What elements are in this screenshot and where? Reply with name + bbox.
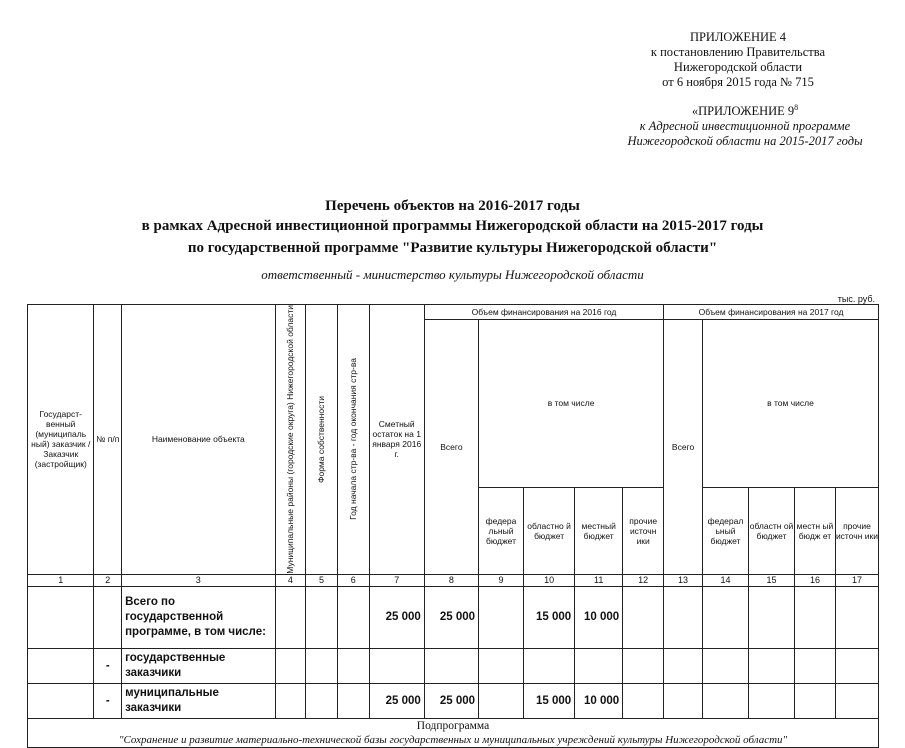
col-number: 10 xyxy=(524,574,575,586)
header-local-2016: местный бюджет xyxy=(575,487,623,574)
col-number: 4 xyxy=(275,574,306,586)
row-regional-2016 xyxy=(524,648,575,683)
header-ownership-cell xyxy=(306,305,338,575)
row-num xyxy=(94,586,122,648)
col-number: 16 xyxy=(795,574,836,586)
column-number-row xyxy=(28,574,879,586)
col-number: 6 xyxy=(337,574,369,586)
subprogram-row xyxy=(28,718,879,747)
row-num: - xyxy=(94,648,122,683)
header-other-2016: прочие источн ики xyxy=(623,487,664,574)
row-estimate: 25 000 xyxy=(369,683,424,718)
units-label: тыс. руб. xyxy=(837,294,875,304)
appendix-4-line3: Нижегородской области xyxy=(673,60,803,74)
header-regional-2017: областн ой бюджет xyxy=(749,487,795,574)
subprogram-name: "Сохранение и развитие материально-технической базы государственных и муниципальных учреждений культуры Нижегородской области" xyxy=(118,733,788,746)
table-row xyxy=(28,683,879,718)
header-num: № п/п xyxy=(94,305,122,575)
col-number: 3 xyxy=(122,574,275,586)
document-title-line2: в рамках Адресной инвестиционной программы Нижегородской области на 2015-2017 годы xyxy=(141,218,764,234)
document-title-line3: по государственной программе "Развитие культуры Нижегородской области" xyxy=(187,240,718,256)
header-other-2017: прочие источн ики xyxy=(835,487,878,574)
col-number: 12 xyxy=(623,574,664,586)
row-local-2016: 10 000 xyxy=(575,586,623,648)
header-local-2017: местн ый бюдж ет xyxy=(795,487,836,574)
header-customer: Государст-венный (муниципаль ный) заказчик / Заказчик (застройщик) xyxy=(28,305,94,575)
appendix-9-line2: к Адресной инвестиционной программе xyxy=(639,119,851,134)
row-local-2016 xyxy=(575,648,623,683)
col-number: 1 xyxy=(28,574,94,586)
row-name: государственные заказчики xyxy=(122,648,275,683)
header-federal-2017: федерал ьный бюджет xyxy=(702,487,748,574)
col-number: 15 xyxy=(749,574,795,586)
row-estimate: 25 000 xyxy=(369,586,424,648)
row-regional-2016: 15 000 xyxy=(524,586,575,648)
appendix-4-date: от 6 ноября 2015 года № 715 xyxy=(662,75,814,89)
header-object: Наименование объекта xyxy=(122,305,275,575)
appendix-9-superscript: 8 xyxy=(794,103,799,112)
table-row xyxy=(28,648,879,683)
subprogram-cell xyxy=(28,718,879,747)
header-districts-cell xyxy=(275,305,306,575)
header-districts: Муниципальные районы (городские округа) Нижегородской области xyxy=(284,305,295,574)
col-number: 11 xyxy=(575,574,623,586)
row-num: - xyxy=(94,683,122,718)
header-years-cell xyxy=(337,305,369,575)
appendix-9-line3: Нижегородской области на 2015-2017 годы xyxy=(627,134,863,149)
col-number: 17 xyxy=(835,574,878,586)
header-regional-2016: областно й бюджет xyxy=(524,487,575,574)
subprogram-label: Подпрограмма xyxy=(416,719,490,732)
row-total-2016: 25 000 xyxy=(424,586,478,648)
col-number: 13 xyxy=(664,574,703,586)
row-estimate xyxy=(369,648,424,683)
objects-table xyxy=(27,304,879,748)
appendix-4-line2: к постановлению Правительства xyxy=(650,45,826,59)
col-number: 5 xyxy=(306,574,338,586)
header-vol-2017: Объем финансирования на 2017 год xyxy=(664,305,879,320)
col-number: 2 xyxy=(94,574,122,586)
row-local-2016: 10 000 xyxy=(575,683,623,718)
row-total-2016: 25 000 xyxy=(424,683,478,718)
header-including-2017: в том числе xyxy=(702,320,878,488)
header-including-2016: в том числе xyxy=(479,320,664,488)
row-total-2016 xyxy=(424,648,478,683)
col-number: 14 xyxy=(702,574,748,586)
appendix-9-title xyxy=(615,100,875,119)
row-regional-2016: 15 000 xyxy=(524,683,575,718)
col-number: 8 xyxy=(424,574,478,586)
row-name: Всего по государственной программе, в том числе: xyxy=(122,586,275,648)
appendix-4-block xyxy=(623,30,853,90)
row-name: муниципальные заказчики xyxy=(122,683,275,718)
document-title-line1: Перечень объектов на 2016-2017 годы xyxy=(325,198,580,214)
header-total-2016: Всего xyxy=(424,320,478,575)
header-years: Год начала стр-ва - год окончания стр-ва xyxy=(347,358,358,521)
header-federal-2016: федера льный бюджет xyxy=(479,487,524,574)
appendix-4-title: ПРИЛОЖЕНИЕ 4 xyxy=(689,30,787,44)
header-total-2017: Всего xyxy=(664,320,703,575)
table-row xyxy=(28,586,879,648)
header-estimate: Сметный остаток на 1 января 2016 г. xyxy=(369,305,424,575)
header-vol-2016: Объем финансирования на 2016 год xyxy=(424,305,663,320)
responsible-ministry: ответственный - министерство культуры Нижегородской области xyxy=(261,267,644,282)
col-number: 9 xyxy=(479,574,524,586)
appendix-9-block xyxy=(615,100,875,149)
header-ownership: Форма собственности xyxy=(316,395,327,483)
col-number: 7 xyxy=(369,574,424,586)
appendix-9-title-text: «ПРИЛОЖЕНИЕ 9 xyxy=(691,104,795,119)
